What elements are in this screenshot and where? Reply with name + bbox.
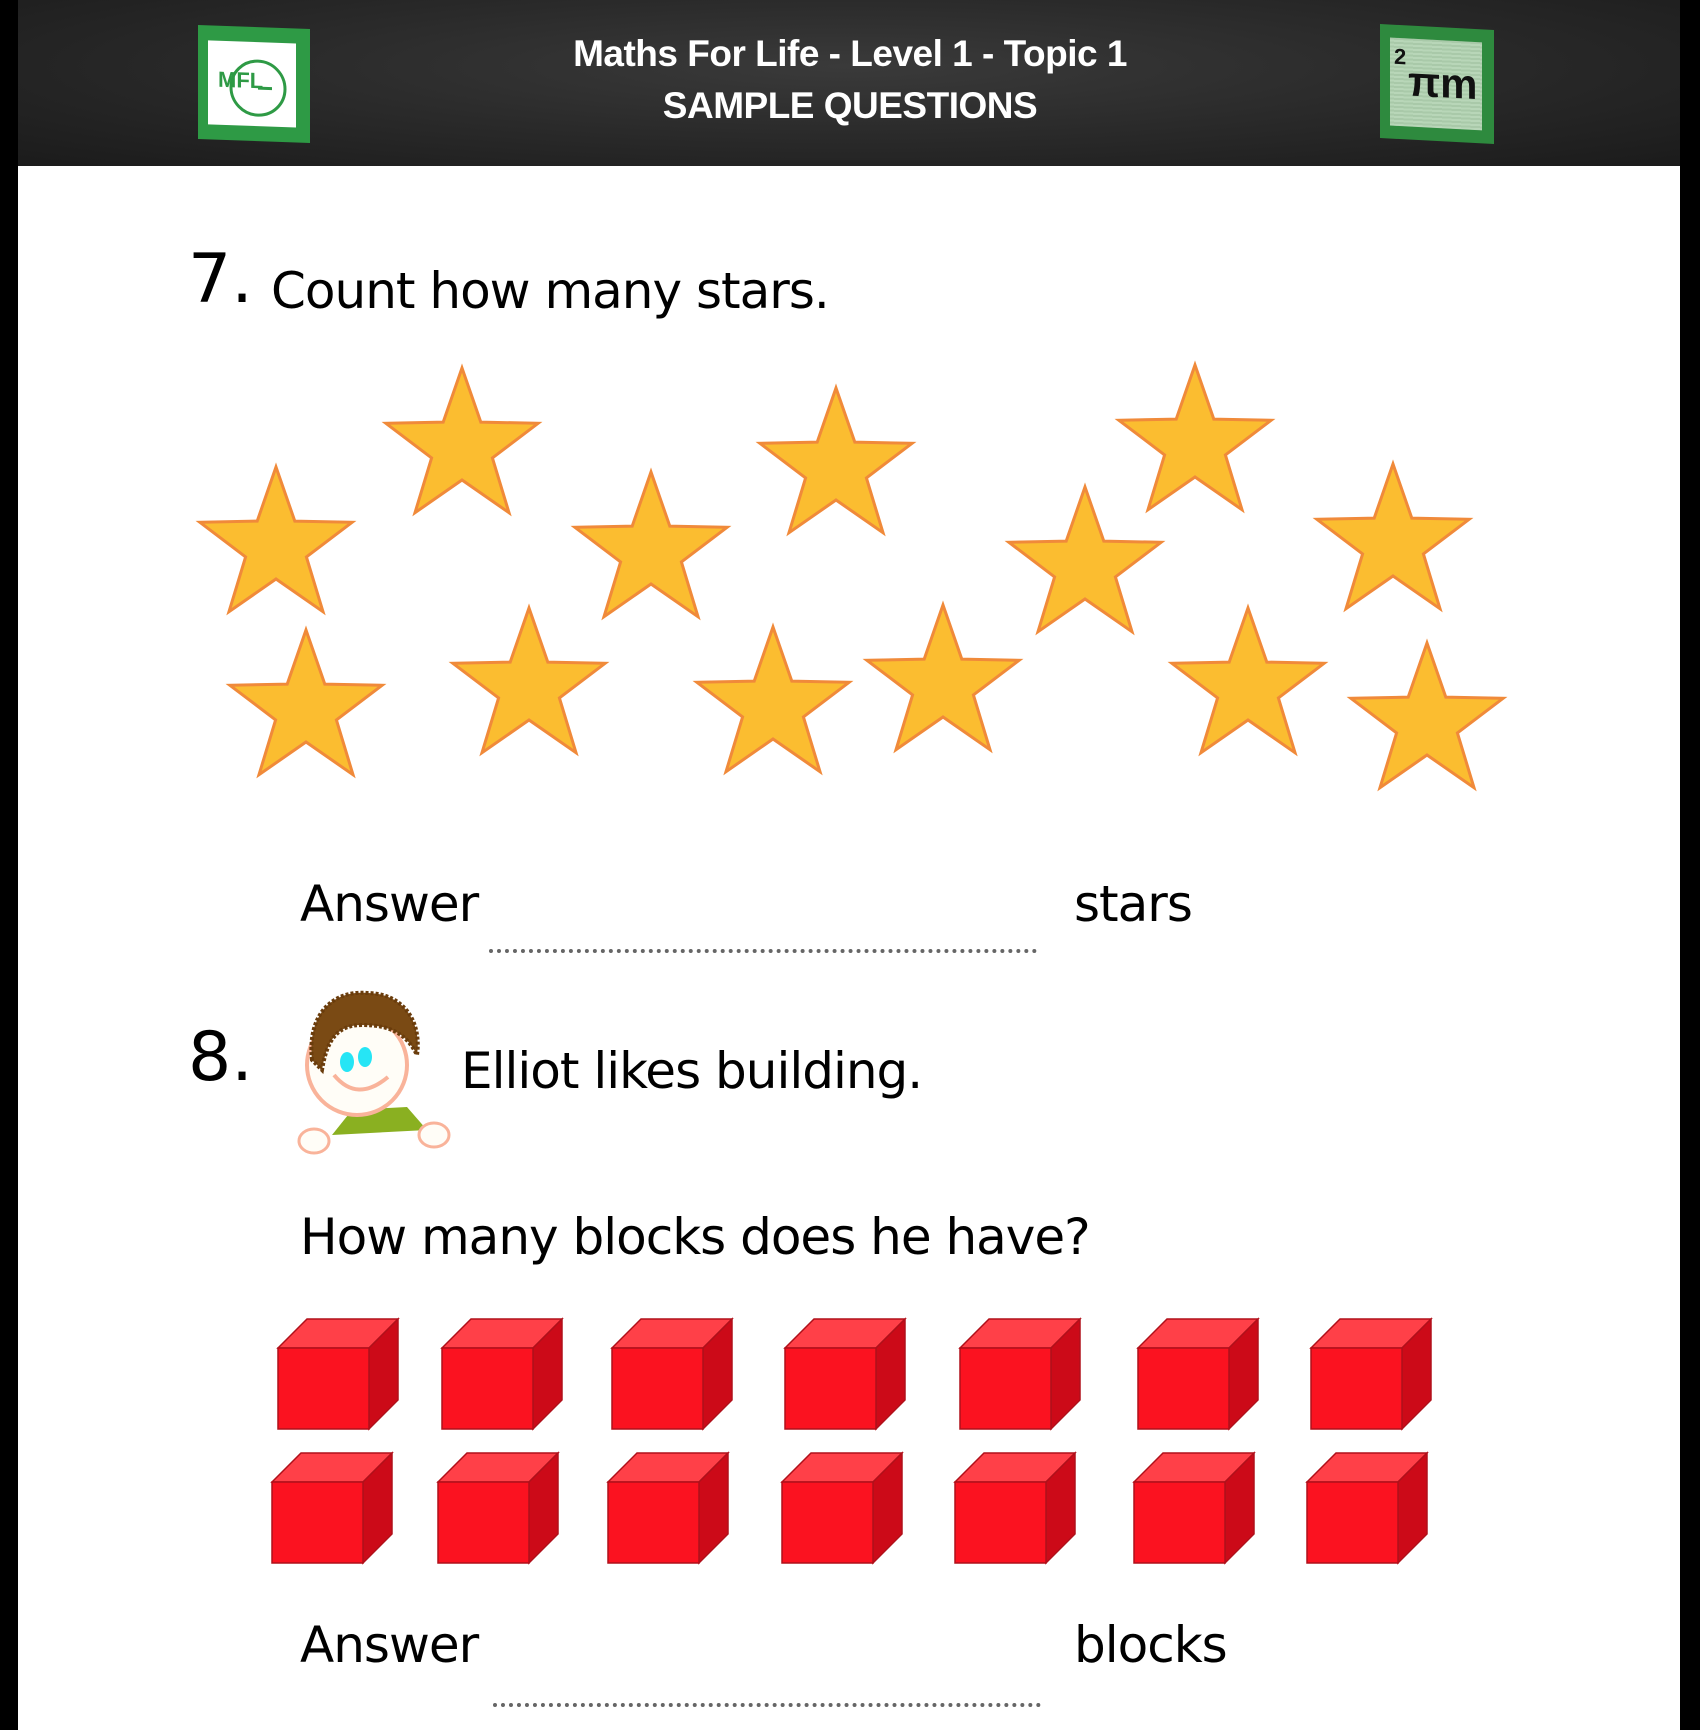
question-7-text: Count how many stars. bbox=[271, 262, 829, 320]
question-7-number: 7. bbox=[188, 240, 253, 319]
answer-input-8[interactable] bbox=[493, 1703, 1041, 1707]
header-subtitle: SAMPLE QUESTIONS bbox=[662, 85, 1038, 126]
block-icon bbox=[1138, 1319, 1258, 1429]
block-icon bbox=[608, 1453, 728, 1563]
block-icon bbox=[272, 1453, 392, 1563]
answer-label-8: Answer bbox=[300, 1616, 479, 1674]
block-icon bbox=[955, 1453, 1075, 1563]
answer-unit-8: blocks bbox=[1074, 1616, 1227, 1674]
block-icon bbox=[785, 1319, 905, 1429]
question-8-number: 8. bbox=[188, 1018, 253, 1097]
block-icon bbox=[1307, 1453, 1427, 1563]
header-title: Maths For Life - Level 1 - Topic 1 bbox=[573, 33, 1127, 74]
block-icon bbox=[438, 1453, 558, 1563]
svg-text:MFL: MFL bbox=[218, 66, 264, 94]
block-icon bbox=[442, 1319, 562, 1429]
block-icon bbox=[1311, 1319, 1431, 1429]
question-8-text: How many blocks does he have? bbox=[300, 1208, 1090, 1266]
question-8-intro: Elliot likes building. bbox=[461, 1042, 923, 1100]
logo-sup: 2 bbox=[1394, 43, 1407, 70]
block-icon bbox=[782, 1453, 902, 1563]
logo-text: πm bbox=[1408, 57, 1478, 109]
answer-label-7: Answer bbox=[300, 875, 479, 933]
block-icon bbox=[960, 1319, 1080, 1429]
block-icon bbox=[1134, 1453, 1254, 1563]
block-icon bbox=[278, 1319, 398, 1429]
block-icon bbox=[612, 1319, 732, 1429]
answer-unit-7: stars bbox=[1074, 875, 1192, 933]
